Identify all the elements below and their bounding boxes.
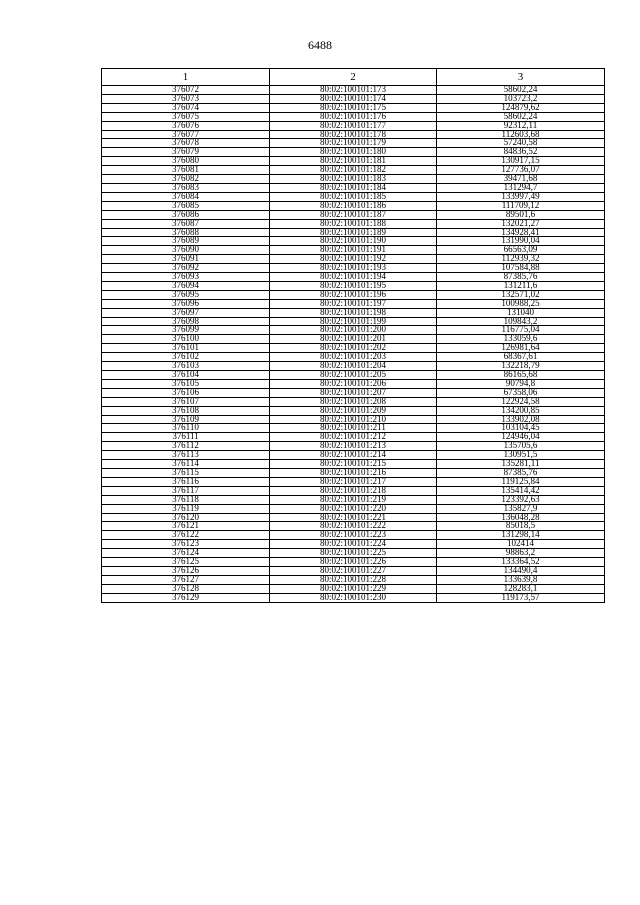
record-number-cell: 376124 <box>102 549 270 558</box>
value-cell: 133902,08 <box>437 415 605 424</box>
cadastral-number-cell: 80:02:100101:181 <box>270 157 437 166</box>
table-row <box>102 531 605 540</box>
record-number-cell: 376106 <box>102 388 270 397</box>
value-cell: 67358,06 <box>437 388 605 397</box>
table-row <box>102 362 605 371</box>
record-number-cell: 376085 <box>102 201 270 210</box>
cadastral-number-cell: 80:02:100101:204 <box>270 362 437 371</box>
table-row <box>102 451 605 460</box>
record-number-cell: 376101 <box>102 344 270 353</box>
cadastral-number-cell: 80:02:100101:186 <box>270 201 437 210</box>
value-cell: 134490,4 <box>437 566 605 575</box>
cadastral-number-cell: 80:02:100101:198 <box>270 308 437 317</box>
cadastral-number-cell: 80:02:100101:180 <box>270 148 437 157</box>
table-row <box>102 379 605 388</box>
record-number-cell: 376083 <box>102 183 270 192</box>
cadastral-number-cell: 80:02:100101:199 <box>270 317 437 326</box>
table-row <box>102 148 605 157</box>
table-row <box>102 308 605 317</box>
cadastral-number-cell: 80:02:100101:173 <box>270 86 437 95</box>
table-row <box>102 183 605 192</box>
cadastral-number-cell: 80:02:100101:227 <box>270 566 437 575</box>
record-number-cell: 376105 <box>102 379 270 388</box>
record-number-cell: 376089 <box>102 237 270 246</box>
cadastral-number-cell: 80:02:100101:201 <box>270 335 437 344</box>
record-number-cell: 376120 <box>102 513 270 522</box>
value-cell: 133997,49 <box>437 192 605 201</box>
record-number-cell: 376093 <box>102 273 270 282</box>
cadastral-number-cell: 80:02:100101:212 <box>270 433 437 442</box>
value-cell: 123392,63 <box>437 495 605 504</box>
cadastral-number-cell: 80:02:100101:177 <box>270 121 437 130</box>
cadastral-number-cell: 80:02:100101:222 <box>270 522 437 531</box>
record-number-cell: 376086 <box>102 210 270 219</box>
cadastral-number-cell: 80:02:100101:176 <box>270 112 437 121</box>
record-number-cell: 376092 <box>102 264 270 273</box>
value-cell: 90794,8 <box>437 379 605 388</box>
table-row <box>102 495 605 504</box>
cadastral-number-cell: 80:02:100101:179 <box>270 139 437 148</box>
cadastral-number-cell: 80:02:100101:205 <box>270 371 437 380</box>
table-row <box>102 103 605 112</box>
cadastral-number-cell: 80:02:100101:220 <box>270 504 437 513</box>
record-number-cell: 376126 <box>102 566 270 575</box>
value-cell: 85018,5 <box>437 522 605 531</box>
table-row <box>102 433 605 442</box>
value-cell: 57240,58 <box>437 139 605 148</box>
cadastral-number-cell: 80:02:100101:194 <box>270 273 437 282</box>
record-number-cell: 376091 <box>102 255 270 264</box>
cadastral-number-cell: 80:02:100101:215 <box>270 460 437 469</box>
record-number-cell: 376129 <box>102 593 270 602</box>
value-cell: 134928,41 <box>437 228 605 237</box>
cadastral-number-cell: 80:02:100101:225 <box>270 549 437 558</box>
value-cell: 131298,14 <box>437 531 605 540</box>
record-number-cell: 376098 <box>102 317 270 326</box>
record-number-cell: 376095 <box>102 290 270 299</box>
registry-table <box>101 68 605 603</box>
value-cell: 135827,9 <box>437 504 605 513</box>
value-cell: 89501,6 <box>437 210 605 219</box>
value-cell: 130917,15 <box>437 157 605 166</box>
cadastral-number-cell: 80:02:100101:187 <box>270 210 437 219</box>
record-number-cell: 376072 <box>102 86 270 95</box>
value-cell: 131040 <box>437 308 605 317</box>
value-cell: 100988,25 <box>437 299 605 308</box>
table-row <box>102 424 605 433</box>
value-cell: 132218,79 <box>437 362 605 371</box>
table-row <box>102 371 605 380</box>
record-number-cell: 376077 <box>102 130 270 139</box>
column-header-3: 3 <box>437 69 605 86</box>
record-number-cell: 376115 <box>102 468 270 477</box>
table-row <box>102 540 605 549</box>
record-number-cell: 376119 <box>102 504 270 513</box>
record-number-cell: 376109 <box>102 415 270 424</box>
table-row <box>102 388 605 397</box>
cadastral-number-cell: 80:02:100101:208 <box>270 397 437 406</box>
cadastral-number-cell: 80:02:100101:178 <box>270 130 437 139</box>
cadastral-number-cell: 80:02:100101:219 <box>270 495 437 504</box>
value-cell: 119125,84 <box>437 477 605 486</box>
record-number-cell: 376112 <box>102 442 270 451</box>
table-row <box>102 130 605 139</box>
value-cell: 58602,24 <box>437 86 605 95</box>
table-row <box>102 255 605 264</box>
table-row <box>102 344 605 353</box>
value-cell: 87385,76 <box>437 273 605 282</box>
cadastral-number-cell: 80:02:100101:221 <box>270 513 437 522</box>
value-cell: 66563,09 <box>437 246 605 255</box>
record-number-cell: 376128 <box>102 584 270 593</box>
table-row <box>102 335 605 344</box>
table-row <box>102 584 605 593</box>
record-number-cell: 376114 <box>102 460 270 469</box>
cadastral-number-cell: 80:02:100101:206 <box>270 379 437 388</box>
table-row <box>102 299 605 308</box>
value-cell: 131990,04 <box>437 237 605 246</box>
value-cell: 107584,88 <box>437 264 605 273</box>
cadastral-number-cell: 80:02:100101:213 <box>270 442 437 451</box>
record-number-cell: 376073 <box>102 94 270 103</box>
record-number-cell: 376127 <box>102 575 270 584</box>
value-cell: 126981,64 <box>437 344 605 353</box>
column-header-1: 1 <box>102 69 270 86</box>
cadastral-number-cell: 80:02:100101:207 <box>270 388 437 397</box>
table-row <box>102 549 605 558</box>
cadastral-number-cell: 80:02:100101:202 <box>270 344 437 353</box>
value-cell: 136048,28 <box>437 513 605 522</box>
table-row <box>102 112 605 121</box>
cadastral-number-cell: 80:02:100101:191 <box>270 246 437 255</box>
record-number-cell: 376096 <box>102 299 270 308</box>
record-number-cell: 376087 <box>102 219 270 228</box>
record-number-cell: 376075 <box>102 112 270 121</box>
value-cell: 92312,11 <box>437 121 605 130</box>
record-number-cell: 376102 <box>102 353 270 362</box>
table-row <box>102 513 605 522</box>
value-cell: 135414,42 <box>437 486 605 495</box>
table-row <box>102 566 605 575</box>
value-cell: 131211,6 <box>437 281 605 290</box>
cadastral-number-cell: 80:02:100101:218 <box>270 486 437 495</box>
cadastral-number-cell: 80:02:100101:185 <box>270 192 437 201</box>
value-cell: 112939,32 <box>437 255 605 264</box>
cadastral-number-cell: 80:02:100101:211 <box>270 424 437 433</box>
page-number: 6488 <box>308 38 332 52</box>
value-cell: 133059,6 <box>437 335 605 344</box>
header-row <box>102 69 605 86</box>
record-number-cell: 376116 <box>102 477 270 486</box>
cadastral-number-cell: 80:02:100101:175 <box>270 103 437 112</box>
table-row <box>102 397 605 406</box>
cadastral-number-cell: 80:02:100101:230 <box>270 593 437 602</box>
value-cell: 127736,07 <box>437 166 605 175</box>
table-row <box>102 201 605 210</box>
record-number-cell: 376078 <box>102 139 270 148</box>
cadastral-number-cell: 80:02:100101:192 <box>270 255 437 264</box>
value-cell: 103723,2 <box>437 94 605 103</box>
table-row <box>102 210 605 219</box>
table-row <box>102 246 605 255</box>
cadastral-number-cell: 80:02:100101:182 <box>270 166 437 175</box>
table-row <box>102 139 605 148</box>
value-cell: 134200,85 <box>437 406 605 415</box>
cadastral-number-cell: 80:02:100101:217 <box>270 477 437 486</box>
table-row <box>102 415 605 424</box>
value-cell: 84836,52 <box>437 148 605 157</box>
value-cell: 109843,2 <box>437 317 605 326</box>
record-number-cell: 376125 <box>102 558 270 567</box>
table-row <box>102 121 605 130</box>
table-row <box>102 94 605 103</box>
record-number-cell: 376122 <box>102 531 270 540</box>
value-cell: 111709,12 <box>437 201 605 210</box>
record-number-cell: 376113 <box>102 451 270 460</box>
value-cell: 112603,68 <box>437 130 605 139</box>
value-cell: 86165,68 <box>437 371 605 380</box>
record-number-cell: 376107 <box>102 397 270 406</box>
record-number-cell: 376094 <box>102 281 270 290</box>
value-cell: 58602,24 <box>437 112 605 121</box>
record-number-cell: 376080 <box>102 157 270 166</box>
table-row <box>102 504 605 513</box>
cadastral-number-cell: 80:02:100101:229 <box>270 584 437 593</box>
record-number-cell: 376074 <box>102 103 270 112</box>
record-number-cell: 376097 <box>102 308 270 317</box>
value-cell: 124946,04 <box>437 433 605 442</box>
value-cell: 39471,68 <box>437 175 605 184</box>
value-cell: 102414 <box>437 540 605 549</box>
table-row <box>102 175 605 184</box>
cadastral-number-cell: 80:02:100101:184 <box>270 183 437 192</box>
cadastral-number-cell: 80:02:100101:193 <box>270 264 437 273</box>
table-row <box>102 281 605 290</box>
table-row <box>102 406 605 415</box>
table-body <box>102 86 605 603</box>
record-number-cell: 376117 <box>102 486 270 495</box>
value-cell: 122924,58 <box>437 397 605 406</box>
record-number-cell: 376099 <box>102 326 270 335</box>
value-cell: 68367,61 <box>437 353 605 362</box>
cadastral-number-cell: 80:02:100101:228 <box>270 575 437 584</box>
record-number-cell: 376121 <box>102 522 270 531</box>
cadastral-number-cell: 80:02:100101:196 <box>270 290 437 299</box>
value-cell: 132571,02 <box>437 290 605 299</box>
table-row <box>102 468 605 477</box>
table-row <box>102 326 605 335</box>
record-number-cell: 376111 <box>102 433 270 442</box>
table-row <box>102 264 605 273</box>
cadastral-number-cell: 80:02:100101:209 <box>270 406 437 415</box>
record-number-cell: 376104 <box>102 371 270 380</box>
table-row <box>102 228 605 237</box>
table-row <box>102 317 605 326</box>
cadastral-number-cell: 80:02:100101:214 <box>270 451 437 460</box>
table-row <box>102 237 605 246</box>
value-cell: 119173,57 <box>437 593 605 602</box>
cadastral-number-cell: 80:02:100101:203 <box>270 353 437 362</box>
table-row <box>102 575 605 584</box>
cadastral-number-cell: 80:02:100101:183 <box>270 175 437 184</box>
table-row <box>102 166 605 175</box>
table-row <box>102 460 605 469</box>
record-number-cell: 376084 <box>102 192 270 201</box>
table-row <box>102 558 605 567</box>
value-cell: 87385,76 <box>437 468 605 477</box>
cadastral-number-cell: 80:02:100101:188 <box>270 219 437 228</box>
table-row <box>102 522 605 531</box>
table-row <box>102 273 605 282</box>
table-row <box>102 442 605 451</box>
record-number-cell: 376090 <box>102 246 270 255</box>
cadastral-number-cell: 80:02:100101:210 <box>270 415 437 424</box>
table-row <box>102 219 605 228</box>
table-row <box>102 157 605 166</box>
cadastral-number-cell: 80:02:100101:197 <box>270 299 437 308</box>
value-cell: 116775,04 <box>437 326 605 335</box>
value-cell: 130951,5 <box>437 451 605 460</box>
cadastral-number-cell: 80:02:100101:195 <box>270 281 437 290</box>
cadastral-number-cell: 80:02:100101:226 <box>270 558 437 567</box>
table-row <box>102 593 605 602</box>
value-cell: 124879,62 <box>437 103 605 112</box>
value-cell: 128283,1 <box>437 584 605 593</box>
table-row <box>102 86 605 95</box>
record-number-cell: 376123 <box>102 540 270 549</box>
record-number-cell: 376110 <box>102 424 270 433</box>
value-cell: 135281,11 <box>437 460 605 469</box>
value-cell: 103104,45 <box>437 424 605 433</box>
record-number-cell: 376081 <box>102 166 270 175</box>
column-header-2: 2 <box>270 69 437 86</box>
table-row <box>102 477 605 486</box>
cadastral-number-cell: 80:02:100101:189 <box>270 228 437 237</box>
value-cell: 131294,7 <box>437 183 605 192</box>
cadastral-number-cell: 80:02:100101:200 <box>270 326 437 335</box>
record-number-cell: 376103 <box>102 362 270 371</box>
record-number-cell: 376100 <box>102 335 270 344</box>
record-number-cell: 376088 <box>102 228 270 237</box>
table-row <box>102 353 605 362</box>
record-number-cell: 376079 <box>102 148 270 157</box>
table-row <box>102 290 605 299</box>
cadastral-number-cell: 80:02:100101:224 <box>270 540 437 549</box>
record-number-cell: 376082 <box>102 175 270 184</box>
cadastral-number-cell: 80:02:100101:174 <box>270 94 437 103</box>
table-row <box>102 192 605 201</box>
value-cell: 98863,2 <box>437 549 605 558</box>
table-row <box>102 486 605 495</box>
value-cell: 133364,52 <box>437 558 605 567</box>
record-number-cell: 376076 <box>102 121 270 130</box>
record-number-cell: 376118 <box>102 495 270 504</box>
cadastral-number-cell: 80:02:100101:190 <box>270 237 437 246</box>
value-cell: 135705,6 <box>437 442 605 451</box>
value-cell: 133639,8 <box>437 575 605 584</box>
cadastral-number-cell: 80:02:100101:223 <box>270 531 437 540</box>
record-number-cell: 376108 <box>102 406 270 415</box>
value-cell: 132021,27 <box>437 219 605 228</box>
cadastral-number-cell: 80:02:100101:216 <box>270 468 437 477</box>
